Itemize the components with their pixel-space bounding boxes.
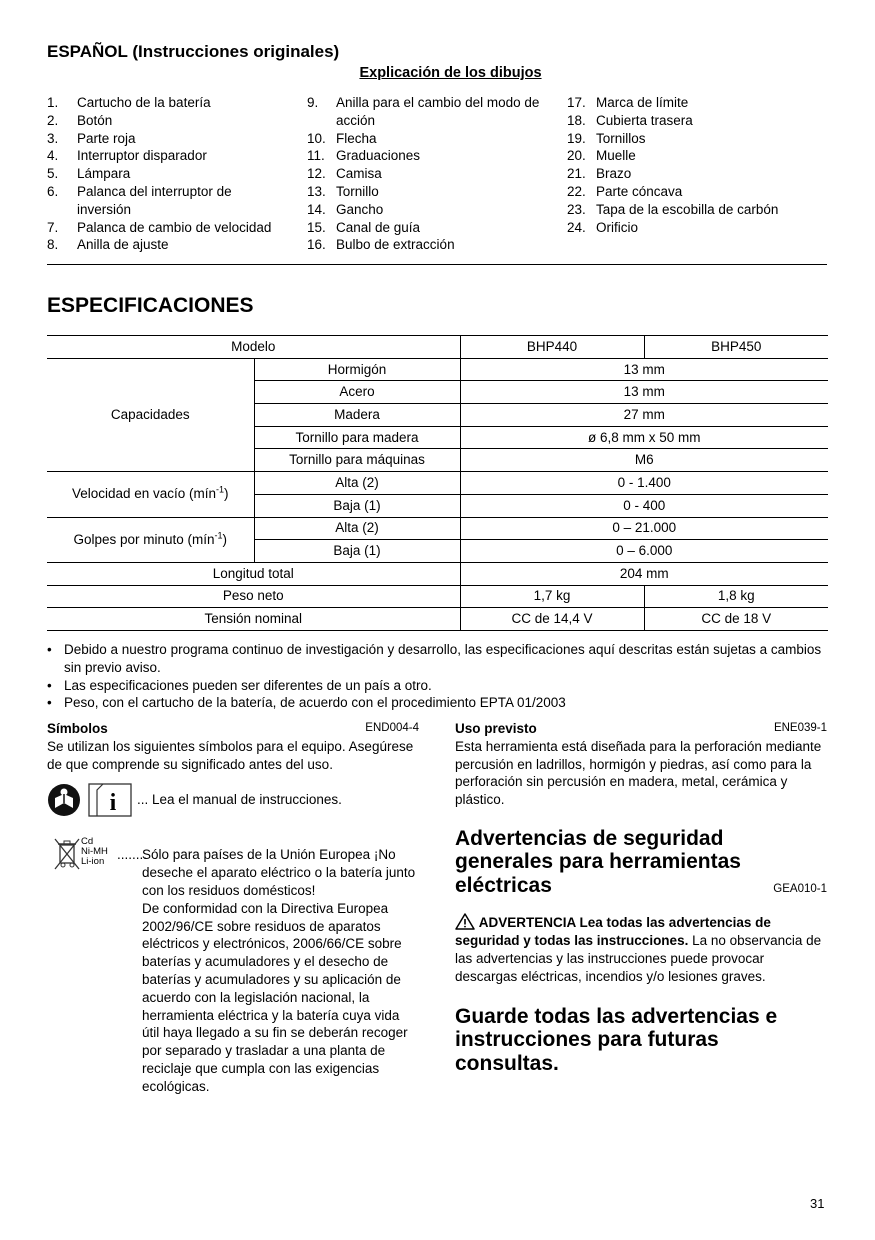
battery-type-labels: Cd Ni-MH Li-ion (81, 836, 108, 868)
table-cell: Madera (254, 404, 460, 427)
table-row (47, 472, 828, 495)
table-cell: 1,7 kg (460, 585, 644, 608)
table-cell: ø 6,8 mm x 50 mm (460, 426, 828, 449)
table-cell: 204 mm (460, 562, 828, 585)
spec-notes (47, 641, 832, 712)
table-cell: BHP450 (644, 336, 828, 359)
list-item: 10. Flecha (307, 130, 377, 146)
table-cell: Peso neto (47, 585, 460, 608)
crossed-bin-icon (51, 836, 85, 872)
table-cell: BHP440 (460, 336, 644, 359)
page-number: 31 (810, 1196, 825, 1211)
list-item: 16. Bulbo de extracción (307, 237, 455, 253)
specifications-heading: ESPECIFICACIONES (47, 294, 254, 317)
section-code: ENE039-1 (773, 722, 827, 734)
symbols-title: Símbolos (47, 721, 108, 736)
safety-heading: Advertencias de seguridad generales para herramientas eléctricas GEA010-1 (455, 827, 827, 902)
table-row (47, 585, 828, 608)
list-item: 23. Tapa de la escobilla de carbón (567, 201, 779, 217)
table-cell: Tornillo para máquinas (254, 449, 460, 472)
list-item: • Peso, con el cartucho de la batería, de acuerdo con el procedimiento EPTA 01/2003 (47, 695, 566, 711)
specifications-table (47, 335, 828, 631)
table-row (47, 608, 828, 631)
keep-instructions-heading: Guarde todas las advertencias e instrucciones para futuras consultas. (455, 1004, 778, 1075)
list-item: 18. Cubierta trasera (567, 112, 693, 128)
table-cell: CC de 14,4 V (460, 608, 644, 631)
table-cell: Tensión nominal (47, 608, 460, 631)
table-cell: Tornillo para madera (254, 426, 460, 449)
list-item: 24. Orificio (567, 219, 639, 235)
warning-paragraph: ADVERTENCIA Lea todas las advertencias de seguridad y todas las instrucciones. La no observancia de las advertencias y las instrucciones puede provocar descargas eléctricas, incendios y/o lesiones graves. (455, 915, 822, 984)
list-item: 9. Anilla para el cambio del modo de acción (307, 95, 540, 128)
legend-column-1 (47, 94, 297, 254)
table-cell: 13 mm (460, 358, 828, 381)
list-item: 12. Camisa (307, 166, 382, 182)
list-item: 21. Brazo (567, 166, 632, 182)
list-item: 8. Anilla de ajuste (47, 237, 169, 253)
section-code: END004-4 (365, 722, 419, 734)
table-cell: Longitud total (47, 562, 460, 585)
table-cell: Hormigón (254, 358, 460, 381)
table-cell: Alta (2) (254, 517, 460, 540)
weee-text: Sólo para países de la Unión Europea ¡No deseche el aparato eléctrico o la batería junto con los residuos domésticos! De conformidad con la Directiva Europea 2002/96/CE sobre residuos de aparatos eléctricos y electrónicos, 2006/66/CE sobre baterías y acumuladores y el desecho de baterías y acumuladores y su aplicación de acuerdo con la legislación nacional, la herramienta eléctrica y la batería cuya vida útil haya llegado a su fin se deberán recoger por separado y trasladar a una planta de reciclaje que cumpla con las exigencias ecológicas. (142, 847, 416, 1094)
list-item: 11. Graduaciones (307, 148, 421, 164)
list-item: 13. Tornillo (307, 183, 379, 199)
table-cell: 0 - 400 (460, 494, 828, 517)
table-cell: Acero (254, 381, 460, 404)
table-cell: Alta (2) (254, 472, 460, 495)
svg-text:i: i (109, 790, 117, 817)
table-row (47, 562, 828, 585)
list-item: 3. Parte roja (47, 130, 136, 146)
list-item: 20. Muelle (567, 148, 636, 164)
table-cell: 1,8 kg (644, 585, 828, 608)
list-item: 14. Gancho (307, 201, 384, 217)
list-item: 19. Tornillos (567, 130, 646, 146)
table-cell: 0 - 1.400 (460, 472, 828, 495)
table-row (47, 358, 828, 381)
list-item: 6. Palanca del interruptor de inversión (47, 183, 232, 217)
list-item: • Las especificaciones pueden ser diferentes de un país a otro. (47, 677, 432, 693)
table-cell: Capacidades (47, 358, 254, 471)
table-row (47, 517, 828, 540)
list-item: 7. Palanca de cambio de velocidad (47, 219, 272, 235)
table-cell: 27 mm (460, 404, 828, 427)
section-divider (47, 264, 827, 265)
table-cell: Baja (1) (254, 540, 460, 563)
table-cell: Golpes por minuto (mín$^{-1}$) (47, 517, 254, 562)
section-code: GEA010-1 (773, 882, 827, 895)
list-item: 2. Botón (47, 112, 113, 128)
table-cell: 0 – 21.000 (460, 517, 828, 540)
legend-column-2 (307, 94, 557, 254)
list-item: 5. Lámpara (47, 166, 131, 182)
legend-title: Explicación de los dibujos (359, 65, 542, 81)
table-row (47, 336, 828, 359)
table-cell: Baja (1) (254, 494, 460, 517)
list-item: 1. Cartucho de la batería (47, 95, 211, 110)
language-title: ESPAÑOL (Instrucciones originales) (47, 42, 340, 61)
table-cell: 13 mm (460, 381, 828, 404)
list-item: 17. Marca de límite (567, 95, 689, 110)
list-item: 15. Canal de guía (307, 219, 421, 235)
warning-triangle-icon (455, 913, 475, 930)
manual-symbol-text: ... Lea el manual de instrucciones. (137, 792, 342, 808)
table-cell: Modelo (47, 336, 460, 359)
symbols-section: Símbolos END004-4 Se utilizan los siguientes símbolos para el equipo. Asegúrese de que comprende su significado antes del uso. i ... Lea el manual de instrucciones. Cd Ni-MH Li-ion ........ Sólo para países de la Unión Europea ¡No deseche el aparato eléctrico o la batería junto con los residuos domésticos! De conformidad con la Directiva Europea 2002/96/CE sobre residuos de aparatos eléctricos y electrónicos, 2006/66/CE sobre baterías y acumuladores y el desecho de baterías y acumuladores y su aplicación de acuerdo con la legislación nacional, la herramienta eléctrica y la batería cuya vida útil haya llegado a su fin se deberán recoger por separado y trasladar a una planta de reciclaje que cumpla con las exigencias ecológicas. (47, 721, 419, 1094)
table-cell: Velocidad en vacío (mín$^{-1}$) (47, 472, 254, 517)
intended-use-text: Esta herramienta está diseñada para la perforación mediante percusión en ladrillos, hormigón y piedras, así como para la perforación sin percusión en madera, metal, cerámica y plástico. (455, 738, 822, 808)
table-cell: 0 – 6.000 (460, 540, 828, 563)
read-manual-icon (47, 782, 133, 818)
table-cell: CC de 18 V (644, 608, 828, 631)
list-item: 22. Parte cóncava (567, 183, 683, 199)
table-cell: M6 (460, 449, 828, 472)
symbols-intro: Se utilizan los siguientes símbolos para el equipo. Asegúrese de que comprende su significado antes del uso. (47, 738, 414, 772)
legend-column-3 (567, 94, 827, 236)
list-item: • Debido a nuestro programa continuo de investigación y desarrollo, las especificaciones aquí descritas están sujetas a cambios sin previo aviso. (47, 642, 822, 675)
intended-use-title: Uso previsto (455, 721, 537, 736)
right-column (455, 720, 827, 1075)
list-item: 4. Interruptor disparador (47, 148, 207, 164)
